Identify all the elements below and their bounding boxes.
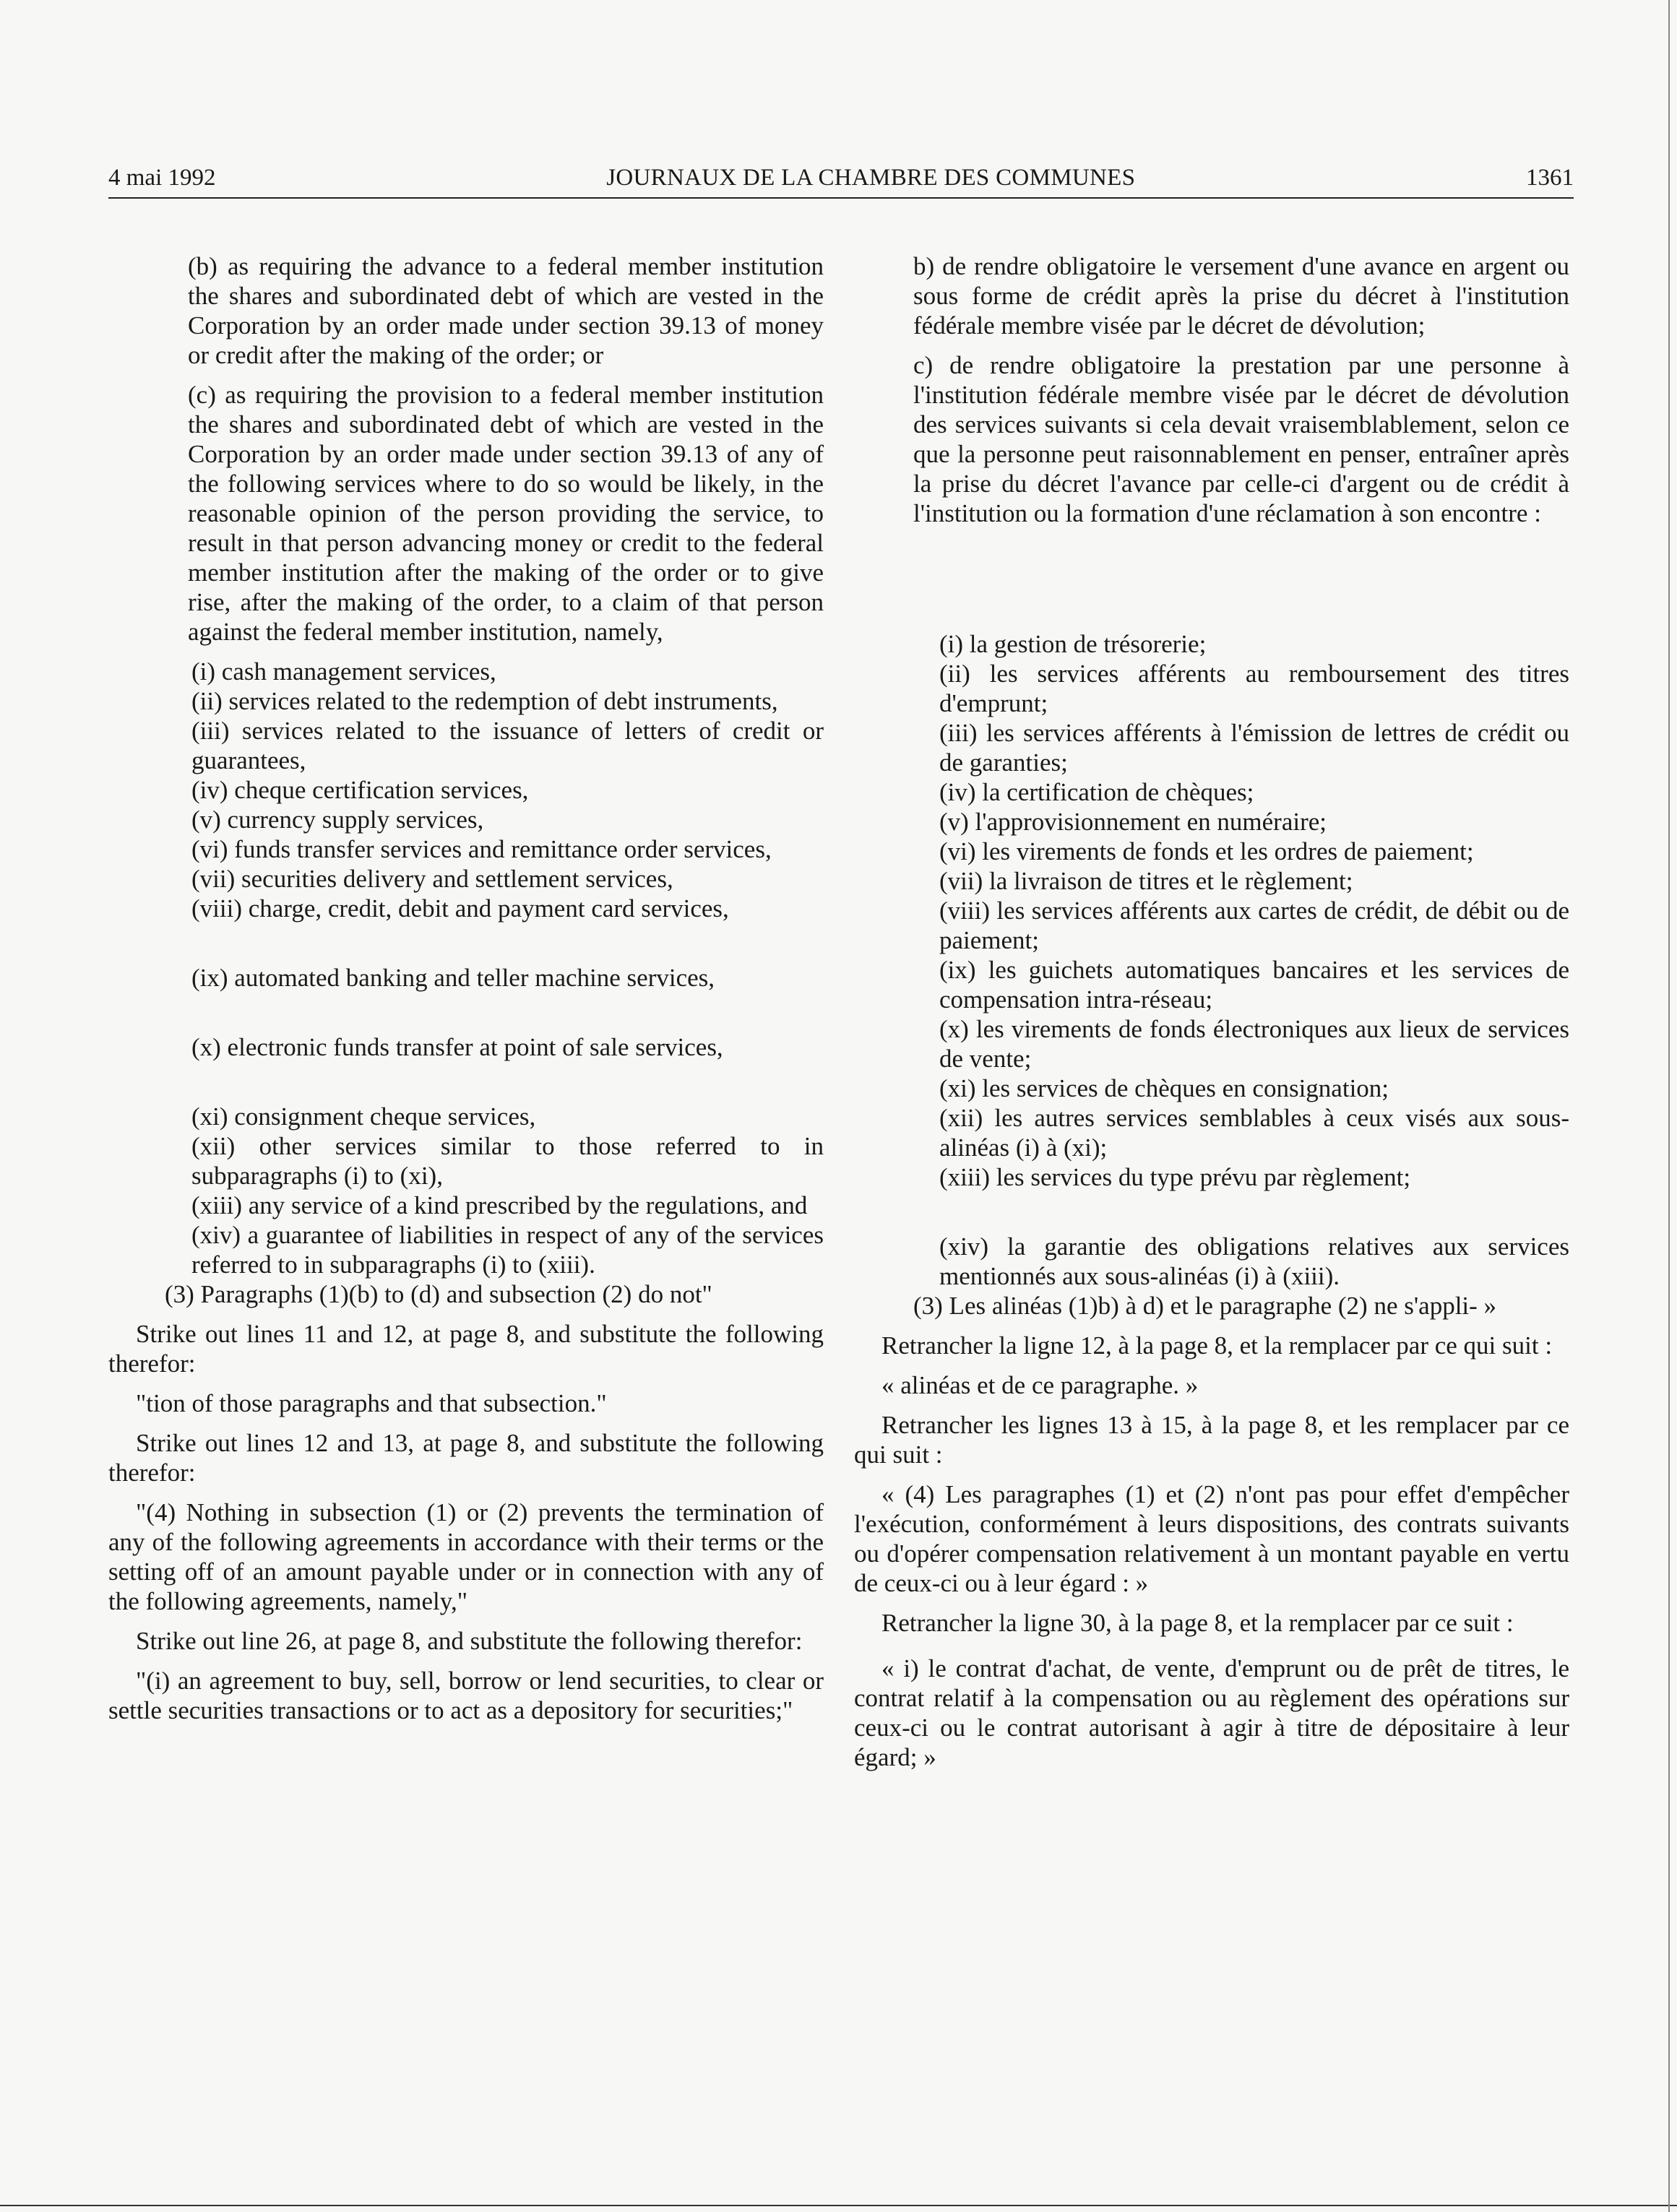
en-item-2: (ii) services related to the redemption of debt instruments,	[191, 687, 778, 715]
en-item-7: (vii) securities delivery and settlement services,	[191, 865, 673, 893]
en-item-10: (x) electronic funds transfer at point of sale services,	[191, 1033, 723, 1061]
header-date: 4 mai 1992	[108, 165, 216, 191]
en-item-4: (iv) cheque certification services,	[191, 776, 529, 804]
english-column	[108, 251, 824, 1735]
en-item-3: (iii) services related to the issuance of letters of credit or guarantees,	[191, 717, 824, 774]
fr-item-6: (vi) les virements de fonds et les ordres de paiement;	[939, 837, 1474, 865]
fr-quote-3: « i) le contrat d'achat, de vente, d'emprunt ou de prêt de titres, le contrat relatif à la compensation ou au règlement des opérations sur ceux-ci ou le contrat autorisant à agir à titre de dépositaire à leur égard; »	[854, 1654, 1569, 1771]
french-column	[854, 251, 1569, 1782]
en-item-1: (i) cash management services,	[191, 657, 496, 686]
fr-item-11: (xi) les services de chèques en consignation;	[939, 1074, 1389, 1102]
fr-item-8: (viii) les services afférents aux cartes de crédit, de débit ou de paiement;	[939, 897, 1569, 954]
fr-item-5: (v) l'approvisionnement en numéraire;	[939, 808, 1327, 836]
en-item-11: (xi) consignment cheque services,	[191, 1102, 536, 1131]
fr-item-9: (ix) les guichets automatiques bancaires et les services de compensation intra-réseau;	[939, 956, 1569, 1014]
fr-paragraph-b: b) de rendre obligatoire le versement d'une avance en argent ou sous forme de crédit après la prise du décret à l'institution fédérale membre visée par le décret de dévolution;	[913, 252, 1569, 340]
fr-quote-2: « (4) Les paragraphes (1) et (2) n'ont pas pour effet d'empêcher l'exécution, conformément à leurs dispositions, des contrats suivants ou d'opérer compensation relativement à un montant payable en vertu de ceux-ci ou à leur égard : »	[854, 1480, 1569, 1597]
fr-item-1: (i) la gestion de trésorerie;	[939, 630, 1207, 658]
en-instruction-1: Strike out lines 11 and 12, at page 8, and substitute the following therefor:	[108, 1320, 824, 1378]
fr-paragraph-c: c) de rendre obligatoire la prestation par une personne à l'institution fédérale membre visée par le décret de dévolution des services suivants si cela devait vraisemblablement, selon ce que la personne peut raisonnablement en penser, entraîner après la prise du décret l'avance par celle-ci d'argent ou de crédit à l'institution ou la formation d'une réclamation à son encontre :	[913, 351, 1569, 527]
en-quote-2: "(4) Nothing in subsection (1) or (2) prevents the termination of any of the following agreements in accordance with their terms or the setting off of an amount payable under or in connection with any of the following agreements, namely,"	[108, 1498, 824, 1615]
page-bottom-rule	[0, 2205, 1677, 2206]
fr-instruction-3: Retrancher la ligne 30, à la page 8, et la remplacer par ce suit :	[881, 1609, 1514, 1637]
page-header	[108, 165, 1574, 199]
fr-instruction-1: Retrancher la ligne 12, à la page 8, et la remplacer par ce qui suit :	[881, 1331, 1553, 1360]
fr-item-14: (xiv) la garantie des obligations relatives aux services mentionnés aux sous-alinéas (i) à (xiii).	[939, 1232, 1569, 1290]
fr-item-2: (ii) les services afférents au remboursement des titres d'emprunt;	[939, 660, 1569, 717]
en-quote-1: "tion of those paragraphs and that subsection."	[136, 1389, 607, 1417]
fr-item-12: (xii) les autres services semblables à ceux visés aux sous-alinéas (i) à (xi);	[939, 1104, 1569, 1162]
en-paragraph-b: (b) as requiring the advance to a federal member institution the shares and subordinated debt of which are vested in the Corporation by an order made under section 39.13 of money or credit after the making of the order; or	[188, 252, 824, 369]
en-item-5: (v) currency supply services,	[191, 805, 484, 834]
fr-subsection-3: (3) Les alinéas (1)b) à d) et le paragraphe (2) ne s'appli- »	[913, 1292, 1497, 1320]
fr-item-13: (xiii) les services du type prévu par règlement;	[939, 1163, 1411, 1191]
fr-instruction-2: Retrancher les lignes 13 à 15, à la page 8, et les remplacer par ce qui suit :	[854, 1411, 1569, 1469]
en-instruction-2: Strike out lines 12 and 13, at page 8, and substitute the following therefor:	[108, 1429, 824, 1487]
fr-item-3: (iii) les services afférents à l'émission de lettres de crédit ou de garanties;	[939, 719, 1569, 777]
en-item-9: (ix) automated banking and teller machine services,	[191, 964, 715, 992]
en-quote-3: "(i) an agreement to buy, sell, borrow or lend securities, to clear or settle securities transactions or to act as a depository for securities;"	[108, 1667, 824, 1724]
fr-item-10: (x) les virements de fonds électroniques aux lieux de services de vente;	[939, 1015, 1569, 1073]
en-instruction-3: Strike out line 26, at page 8, and substitute the following therefor:	[136, 1627, 803, 1655]
en-item-6: (vi) funds transfer services and remittance order services,	[191, 835, 772, 863]
journal-title: JOURNAUX DE LA CHAMBRE DES COMMUNES	[606, 165, 1136, 191]
fr-quote-1: « alinéas et de ce paragraphe. »	[881, 1371, 1199, 1399]
fr-item-7: (vii) la livraison de titres et le règlement;	[939, 867, 1353, 895]
en-item-14: (xiv) a guarantee of liabilities in respect of any of the services referred to in subparagraphs (i) to (xiii).	[191, 1221, 824, 1279]
en-item-8: (viii) charge, credit, debit and payment card services,	[191, 894, 729, 923]
en-item-12: (xii) other services similar to those referred to in subparagraphs (i) to (xi),	[191, 1132, 824, 1190]
en-paragraph-c: (c) as requiring the provision to a federal member institution the shares and subordinated debt of which are vested in the Corporation by an order made under section 39.13 of any of the following services where to do so would be likely, in the reasonable opinion of the person providing the service, to result in that person advancing money or credit to the federal member institution after the making of the order or to give rise, after the making of the order, to a claim of that person against the federal member institution, namely,	[188, 381, 824, 646]
page-right-edge	[1668, 0, 1670, 2212]
page-number: 1361	[1525, 165, 1574, 191]
fr-item-4: (iv) la certification de chèques;	[939, 778, 1254, 806]
en-item-13: (xiii) any service of a kind prescribed by the regulations, and	[191, 1191, 808, 1219]
en-subsection-3: (3) Paragraphs (1)(b) to (d) and subsection (2) do not"	[165, 1280, 712, 1308]
